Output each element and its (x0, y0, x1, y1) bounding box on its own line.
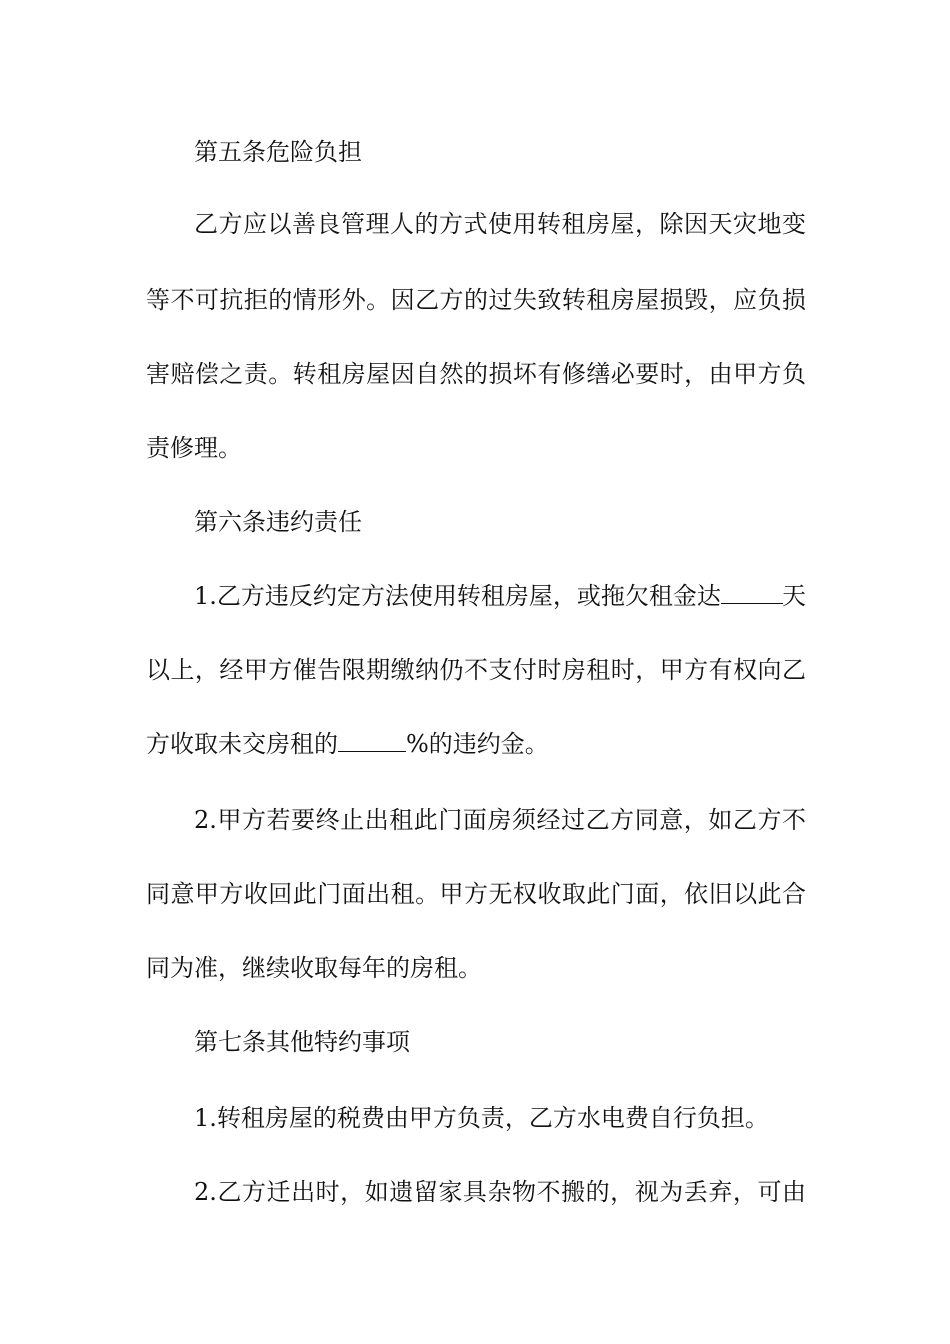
paragraph-line: 害赔偿之责。转租房屋因自然的损坏有修缮必要时，由甲方负 (146, 360, 806, 388)
fill-in-blank (338, 729, 406, 752)
paragraph-line (146, 728, 806, 760)
section-heading-7: 第七条其他特约事项 (194, 1028, 410, 1056)
paragraph-line: 等不可抗拒的情形外。因乙方的过失致转租房屋损毁，应负损 (146, 286, 806, 314)
paragraph-text: 天 (782, 582, 806, 610)
paragraph-text: 1.乙方违反约定方法使用转租房屋，或拖欠租金达 (194, 582, 721, 610)
paragraph-line: 同意甲方收回此门面出租。甲方无权收取此门面，依旧以此合 (146, 880, 806, 908)
paragraph-line (194, 580, 806, 612)
section-heading-5: 第五条危险负担 (194, 138, 362, 166)
fill-in-blank (721, 581, 783, 604)
paragraph-line: 乙方应以善良管理人的方式使用转租房屋，除因天灾地变 (194, 210, 806, 238)
paragraph-text: 方收取未交房租的 (146, 730, 338, 758)
paragraph-line: 同为准，继续收取每年的房租。 (146, 954, 482, 982)
paragraph-line: 2.甲方若要终止出租此门面房须经过乙方同意，如乙方不 (194, 806, 806, 834)
paragraph-line: 以上，经甲方催告限期缴纳仍不支付时房租时，甲方有权向乙 (146, 656, 806, 684)
paragraph-line: 1.转租房屋的税费由甲方负责，乙方水电费自行负担。 (194, 1104, 769, 1132)
paragraph-line: 2.乙方迁出时，如遗留家具杂物不搬的，视为丢弃，可由 (194, 1178, 806, 1206)
section-heading-6: 第六条违约责任 (194, 508, 362, 536)
paragraph-line: 责修理。 (146, 434, 242, 462)
paragraph-text: %的违约金。 (406, 730, 549, 758)
